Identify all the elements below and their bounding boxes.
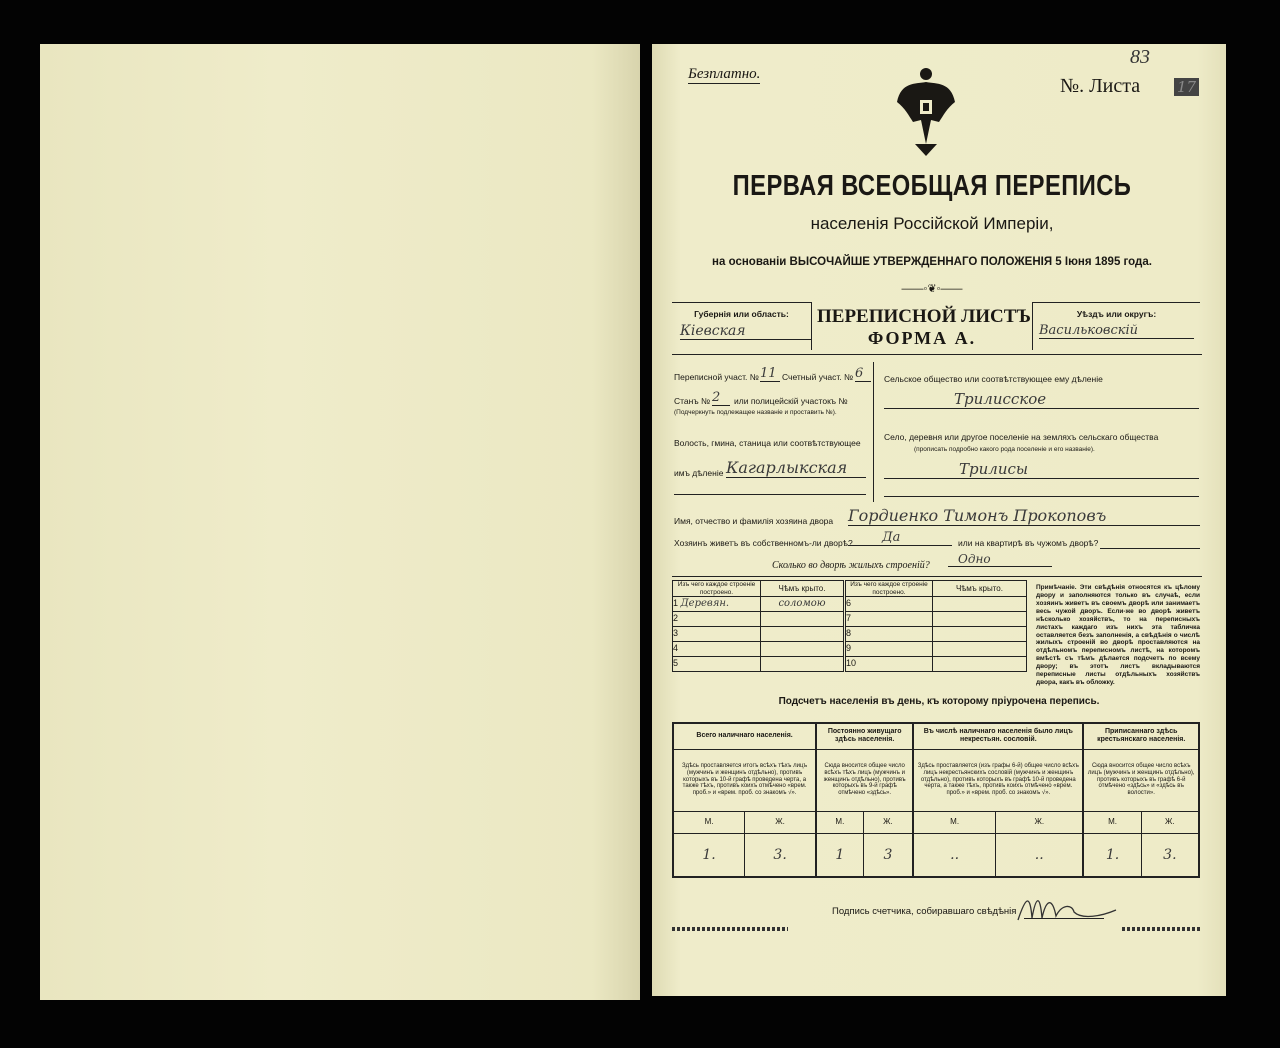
buildings-row xyxy=(673,642,1027,657)
printer-imprint xyxy=(672,927,788,931)
row-number: 1 xyxy=(673,598,679,609)
buildings-label: Сколько во дворѣ жилыхъ строеній? xyxy=(772,560,930,571)
building-roof-value xyxy=(933,627,1027,642)
col-roof-header: Чѣмъ крыто. xyxy=(933,581,1027,597)
uchast-value: 11 xyxy=(760,366,780,382)
building-roof-value xyxy=(761,642,845,657)
divider xyxy=(672,354,1202,355)
building-material-cell xyxy=(673,627,761,642)
row-number: 6 xyxy=(846,598,852,609)
male-header: М. xyxy=(913,811,995,833)
row-number: 3 xyxy=(673,628,679,639)
police-label: или полицейскій участокъ № xyxy=(734,396,848,406)
enumerator-signature xyxy=(1012,890,1122,930)
male-count: 1. xyxy=(673,833,745,877)
count-group-description: Здѣсь проставляется (изъ графы 6-й) общее число всѣхъ лицъ некрестьянскихъ сословій (мужчинъ и женщинъ отдѣльно), противъ которыхъ въ графѣ 10-й проведена черта, а также тѣхъ, противъ коихъ отмѣчено «врем. проб.» и «врем. проб. со знакомъ √». xyxy=(913,749,1083,811)
female-header: Ж. xyxy=(863,811,913,833)
gubernia-value: Кіевская xyxy=(680,323,811,340)
owner-value: Гордиенко Тимонъ Прокоповъ xyxy=(848,506,1200,526)
uezd-value: Васильковскій xyxy=(1039,323,1194,339)
ornament: ——◦❦◦—— xyxy=(901,283,963,295)
row-number: 2 xyxy=(673,613,679,624)
female-count: 3. xyxy=(745,833,817,877)
buildings-row xyxy=(673,657,1027,672)
male-header: М. xyxy=(816,811,863,833)
building-material-cell xyxy=(845,627,933,642)
building-material-cell xyxy=(673,657,761,672)
building-roof-value xyxy=(933,657,1027,672)
building-material-cell xyxy=(673,612,761,627)
sheet-number-crossed: 17 xyxy=(1174,78,1199,96)
row-number: 5 xyxy=(673,658,679,669)
row-number: 7 xyxy=(846,613,852,624)
male-count: 1. xyxy=(1083,833,1141,877)
legal-basis: на основаніи ВЫСОЧАЙШЕ УТВЕРЖДЕННАГО ПОЛОЖЕНІЯ 5 Іюня 1895 года. xyxy=(712,256,1152,268)
volost-label: Волость, гмина, станица или соотвѣтствующее xyxy=(674,438,861,448)
building-material-cell xyxy=(845,657,933,672)
building-material-cell xyxy=(845,612,933,627)
document-subtitle: населенія Россійской Имперіи, xyxy=(810,214,1054,233)
uezd-label: Уѣздъ или округъ: xyxy=(1076,309,1157,319)
gubernia-box xyxy=(672,302,812,350)
female-header: Ж. xyxy=(996,811,1084,833)
imperial-eagle-emblem xyxy=(895,64,957,158)
uchast-label: Переписной участ. № xyxy=(674,372,759,382)
buildings-row xyxy=(673,597,1027,612)
building-roof-value xyxy=(933,612,1027,627)
volost-label-2: имъ дѣленіе xyxy=(674,468,724,478)
building-roof-value: соломою xyxy=(761,597,845,612)
building-material-value: Деревян. xyxy=(680,598,730,610)
count-group-title: Приписаннаго здѣсь крестьянскаго населенія. xyxy=(1083,723,1199,749)
col-roof-header: Чѣмъ крыто. xyxy=(761,581,845,597)
sheet-number-handwritten: 83 xyxy=(1130,46,1150,68)
printer-imprint xyxy=(1122,927,1200,931)
village-value: Трилисы xyxy=(884,460,1199,479)
count-group-title: Постоянно живущаго здѣсь населенія. xyxy=(816,723,913,749)
building-material-cell xyxy=(673,642,761,657)
building-roof-value xyxy=(933,642,1027,657)
count-group-title: Въ числѣ наличнаго населенія было лицъ некрестьян. сословій. xyxy=(913,723,1083,749)
society-value: Трилисское xyxy=(884,390,1199,409)
schet-label: Счетный участ. № xyxy=(782,372,854,382)
female-count: 3 xyxy=(863,833,913,877)
female-count: 3. xyxy=(1141,833,1199,877)
col-material-header: Изъ чего каждое строеніе построено. xyxy=(673,581,761,597)
male-count: 1 xyxy=(816,833,863,877)
uezd-box xyxy=(1032,302,1200,350)
buildings-table xyxy=(672,580,1027,672)
row-number: 9 xyxy=(846,643,852,654)
divider xyxy=(672,576,1202,577)
stan-value: 2 xyxy=(712,390,730,406)
col-material-header: Изъ чего каждое строеніе построено. xyxy=(845,581,933,597)
count-group-description: Сюда вносится общее число всѣхъ лицъ (мужчинъ и женщинъ отдѣльно), противъ которыхъ въ графѣ 6-й отмѣчено «здѣсь» и «здѣсь въ волости». xyxy=(1083,749,1199,811)
own-yard-value: Да xyxy=(848,530,952,546)
row-number: 4 xyxy=(673,643,679,654)
rent-value-line xyxy=(1100,548,1200,549)
own-yard-label: Хозяинъ живетъ въ собственномъ-ли дворѣ? xyxy=(674,538,853,548)
building-roof-value xyxy=(761,612,845,627)
female-header: Ж. xyxy=(1141,811,1199,833)
row-number: 8 xyxy=(846,628,852,639)
form-subtitle: ФОРМА А. xyxy=(867,328,977,348)
buildings-row xyxy=(673,627,1027,642)
male-count: .. xyxy=(913,833,995,877)
population-count-table xyxy=(672,722,1200,878)
count-group-title: Всего наличнаго населенія. xyxy=(673,723,816,749)
female-count: .. xyxy=(996,833,1084,877)
village-note: (прописать подробно какого рода поселеніе и его названіе). xyxy=(914,446,1095,453)
female-header: Ж. xyxy=(745,811,817,833)
male-header: М. xyxy=(673,811,745,833)
buildings-value: Одно xyxy=(948,552,1052,567)
column-divider xyxy=(873,362,874,502)
count-title: Подсчетъ населенія въ день, къ которому пріурочена перепись. xyxy=(778,696,1100,707)
building-material-cell xyxy=(673,597,761,612)
document-title: ПЕРВАЯ ВСЕОБЩАЯ ПЕРЕПИСЬ xyxy=(732,170,1132,202)
left-blank-page xyxy=(40,44,640,1000)
stan-label: Станъ № xyxy=(674,396,711,406)
male-header: М. xyxy=(1083,811,1141,833)
rent-label: или на квартирѣ въ чужомъ дворѣ? xyxy=(958,538,1099,548)
form-title: ПЕРЕПИСНОЙ ЛИСТЪ xyxy=(817,306,1031,327)
row-number: 10 xyxy=(846,658,857,669)
gubernia-label: Губернія или область: xyxy=(694,309,789,319)
building-roof-value xyxy=(761,657,845,672)
village-label: Село, деревня или другое поселеніе на земляхъ сельскаго общества xyxy=(884,432,1159,442)
building-material-cell xyxy=(845,642,933,657)
blank-line xyxy=(674,494,866,495)
blank-line xyxy=(884,496,1199,497)
buildings-row xyxy=(673,612,1027,627)
underline-note: (Подчеркнуть подлежащее названіе и проставить №). xyxy=(674,409,837,416)
signature-label: Подпись счетчика, собиравшаго свѣдѣнія xyxy=(832,906,1017,917)
sheet-label: №. Листа xyxy=(1060,75,1141,97)
building-material-cell xyxy=(845,597,933,612)
volost-value: Кагарлыкская xyxy=(726,458,866,478)
owner-label: Имя, отчество и фамилія хозяина двора xyxy=(674,516,834,526)
census-form-page xyxy=(652,44,1226,996)
building-roof-value xyxy=(933,597,1027,612)
count-group-description: Сюда вносится общее число всѣхъ тѣхъ лицъ (мужчинъ и женщинъ отдѣльно), противъ которыхъ въ 9-й графѣ отмѣчено «здѣсь». xyxy=(816,749,913,811)
schet-value: 6 xyxy=(855,366,871,382)
count-group-description: Здѣсь проставляется итогъ всѣхъ тѣхъ лицъ (мужчинъ и женщинъ отдѣльно), противъ которыхъ въ 10-й графѣ проведена черта, а также тѣхъ, противъ коихъ отмѣчено «врем. проб.» и «врем. проб. со знакомъ √». xyxy=(673,749,816,811)
free-label: Безплатно. xyxy=(688,66,761,82)
society-label: Сельское общество или соотвѣтствующее ему дѣленіе xyxy=(884,374,1103,384)
building-roof-value xyxy=(761,627,845,642)
note-text: Примѣчаніе. Эти свѣдѣнія относятся къ цѣлому двору и заполняются только въ случаѣ, если хозяинъ живетъ въ своемъ дворѣ или занимаетъ весь чужой дворъ. Если-же во дворѣ живетъ нѣсколько хозяйствъ, то на переписныхъ листахъ каждаго изъ нихъ эта табличка оставляется безъ заполненія, а свѣдѣнія о числѣ жилыхъ строеній во дворѣ проставляются на отдѣльномъ переписномъ листѣ, на которомъ вмѣстѣ съ тѣмъ дѣлается подсчетъ по всему двору; въ этотъ листъ вкладываются переписные листы отдѣльныхъ хозяйствъ двора, какъ въ обложку. xyxy=(1036,584,1200,687)
